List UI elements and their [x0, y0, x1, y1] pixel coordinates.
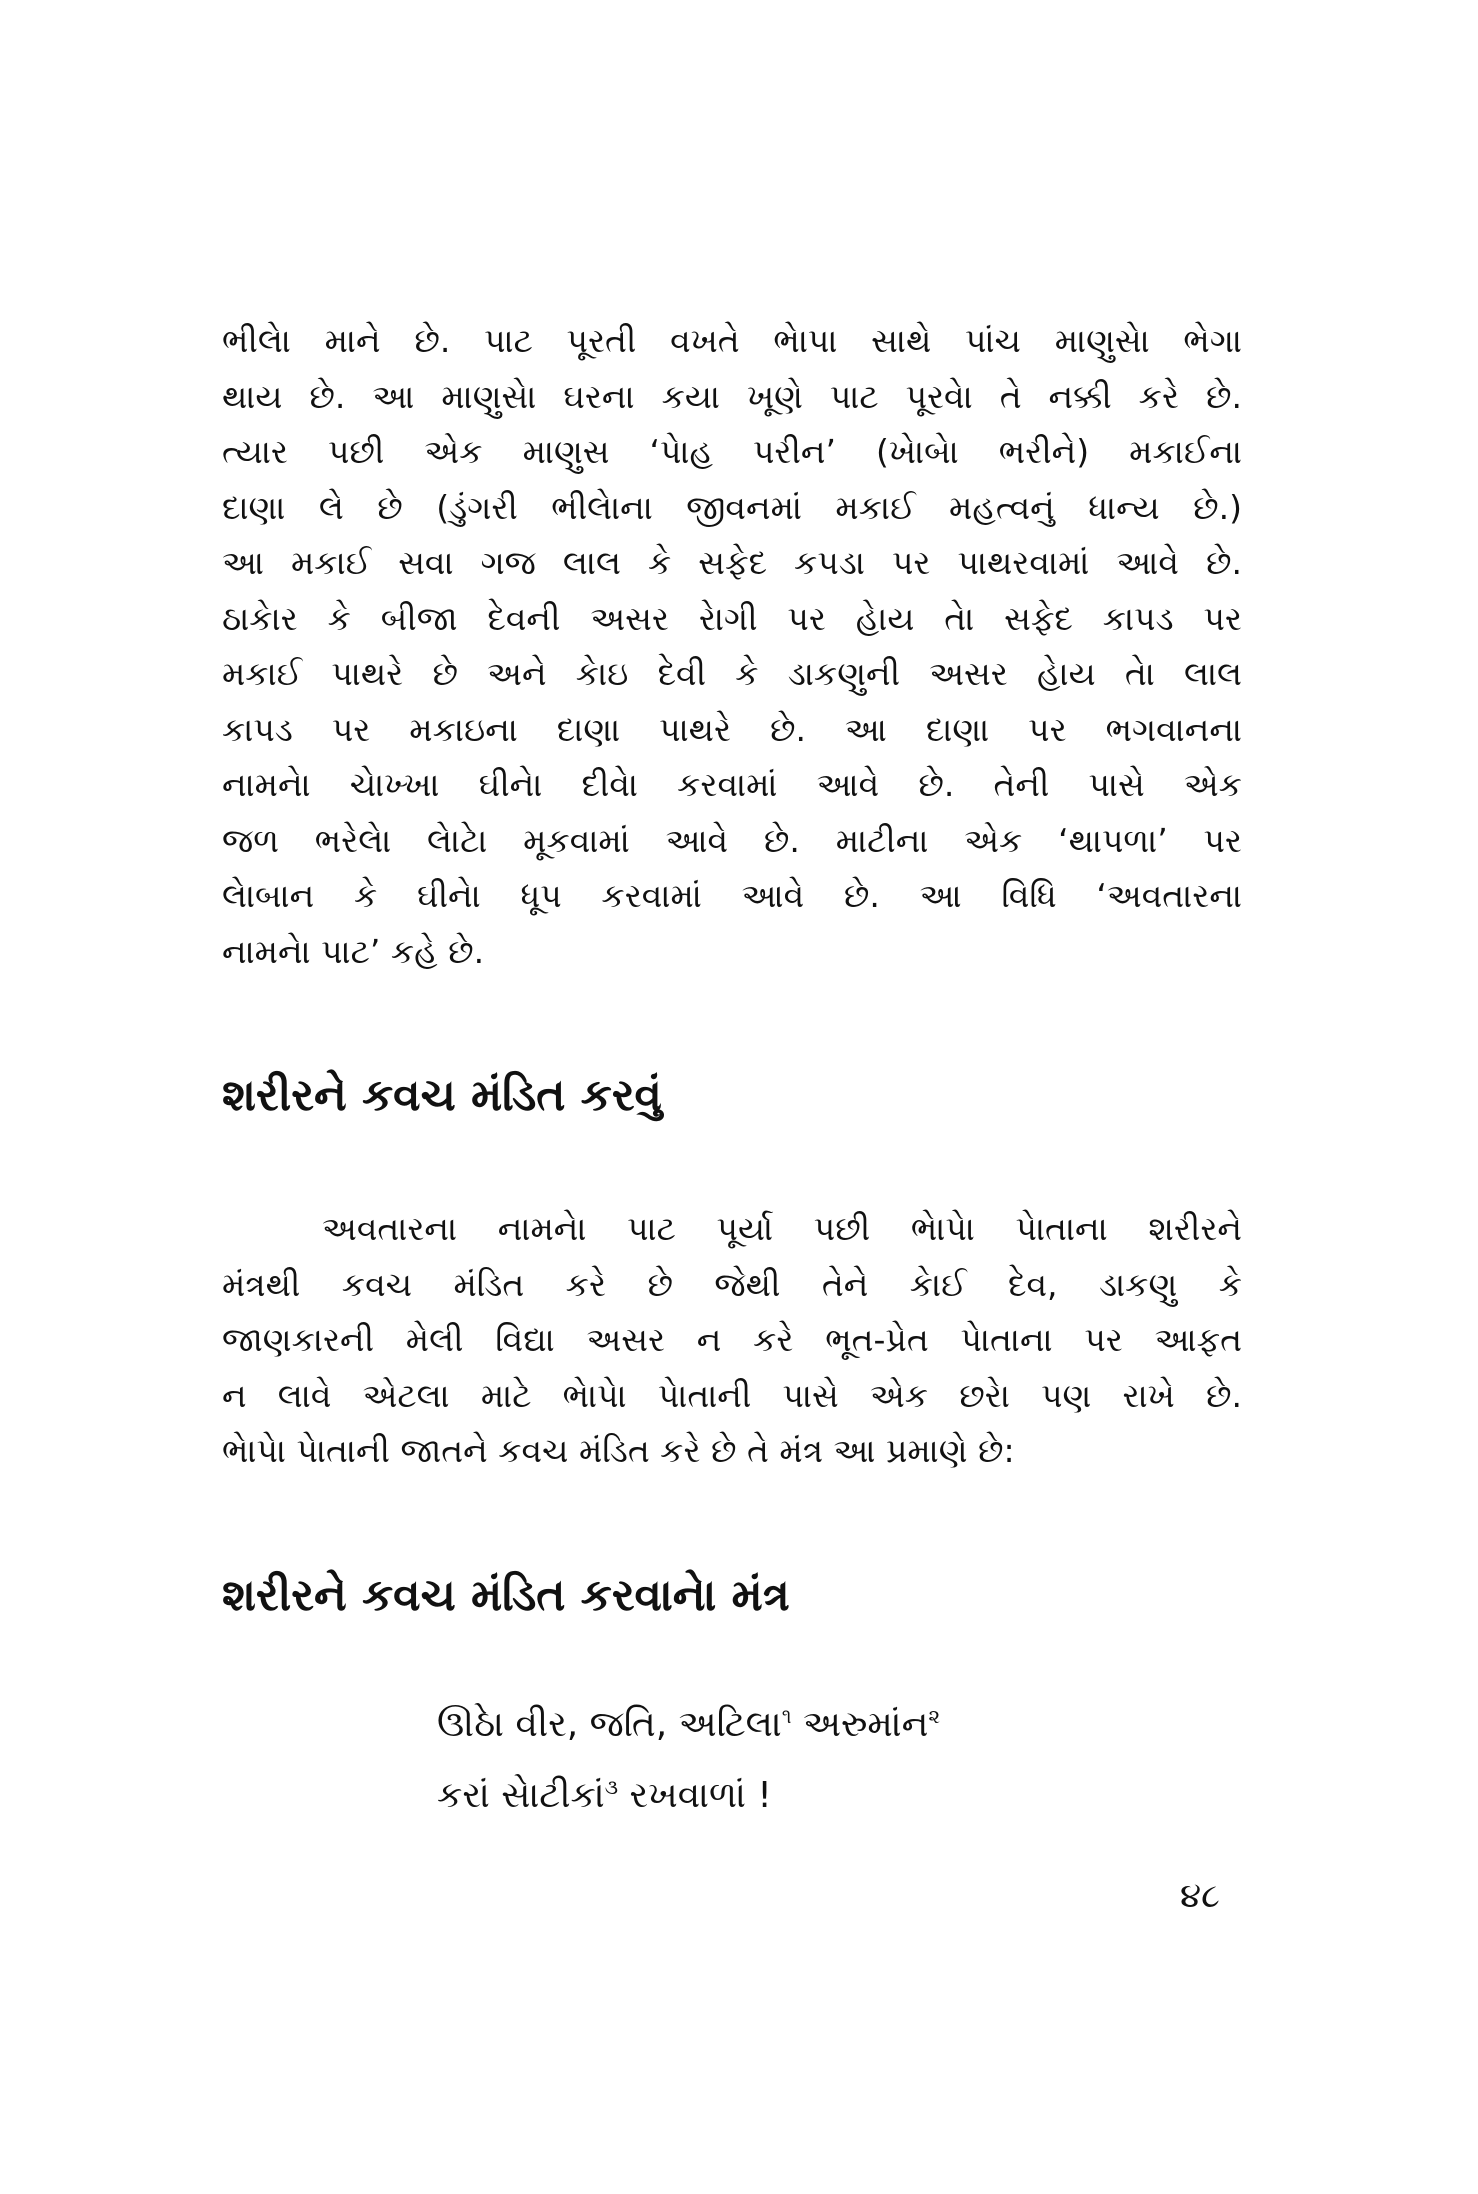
text-line: લેાબાન કે ઘીનેા ધૂપ કરવામાં આવે છે. આ વિધિ ‘અવતારના [222, 876, 1242, 915]
verse-text: ઊઠેા વીર, જતિ, અટિલા [437, 1704, 782, 1745]
page-number: ૪૮ [1180, 1876, 1220, 1916]
text-line: ભેાપેા પેાતાની જાતને કવચ મંડિત કરે છે તે મંત્ર આ પ્રમાણે છે: [222, 1431, 1015, 1470]
text-line: થાય છે. આ માણુસેા ઘરના કયા ખૂણે પાટ પૂરવેા તે નક્કી કરે છે. [222, 376, 1242, 416]
footnote-marker: ૨ [928, 1704, 941, 1728]
text-line: જળ ભરેલેા લેાટેા મૂકવામાં આવે છે. માટીના એક ‘થાપળા’ પર [222, 820, 1242, 860]
mantra-verse [437, 1685, 940, 1827]
text-line: ન લાવે એટલા માટે ભેાપેા પેાતાની પાસે એક છરેા પણ રાખે છે. [222, 1375, 1242, 1415]
verse-line-1 [437, 1685, 940, 1756]
text-line: આ મકાઈ સવા ગજ લાલ કે સફેદ કપડા પર પાથરવામાં આવે છે. [222, 543, 1242, 582]
text-line: દાણા લે છે (ડુંગરી ભીલેાના જીવનમાં મકાઈ મહત્વનું ધાન્ય છે.) [222, 487, 1242, 527]
text-line: ત્યાર પછી એક માણુસ ‘પેાહ પરીન’ (ખેાબેા ભરીને) મકાઈના [222, 432, 1242, 471]
section-heading-mantra: શરીરને કવચ મંડિત કરવાનેા મંત્ર [222, 1570, 790, 1621]
verse-line-2 [437, 1756, 940, 1827]
verse-text: અરુમાંન [791, 1704, 929, 1745]
text-line: મંત્રથી કવચ મંડિત કરે છે જેથી તેને કેાઈ દેવ, ડાકણુ કે [222, 1264, 1242, 1304]
text-line: અવતારના નામનેા પાટ પૂર્યા પછી ભેાપેા પેાતાના શરીરને [322, 1209, 1242, 1248]
verse-text: કરાં સેાટીકાં [437, 1775, 605, 1816]
verse-text: રખવાળાં ! [618, 1775, 772, 1816]
section-heading-kavach: શરીરને કવચ મંડિત કરવું [222, 1070, 662, 1121]
text-line: ઠાકેાર કે બીજા દેવની અસર રેાગી પર હેાય તેા સફેદ કાપડ પર [222, 598, 1242, 638]
footnote-marker: ૩ [604, 1775, 619, 1799]
paragraph-body-2 [222, 1201, 1242, 1479]
text-line: ભીલેા માને છે. પાટ પૂરતી વખતે ભેાપા સાથે પાંચ માણુસેા ભેગા [222, 321, 1242, 360]
paragraph-body-1 [222, 313, 1242, 979]
footnote-marker: ૧ [781, 1704, 792, 1728]
text-line: નામનેા ચેાખ્ખા ઘીનેા દીવેા કરવામાં આવે છે. તેની પાસે એક [222, 765, 1242, 804]
text-line: કાપડ પર મકાઇના દાણા પાથરે છે. આ દાણા પર ભગવાનના [222, 709, 1242, 749]
text-line: નામનેા પાટ’ કહે છે. [222, 931, 485, 971]
text-line: જાણકારની મેલી વિદ્યા અસર ન કરે ભૂત-પ્રેત પેાતાના પર આફત [222, 1320, 1242, 1359]
text-line: મકાઈ પાથરે છે અને કેાઇ દેવી કે ડાકણુની અસર હેાય તેા લાલ [222, 654, 1242, 693]
